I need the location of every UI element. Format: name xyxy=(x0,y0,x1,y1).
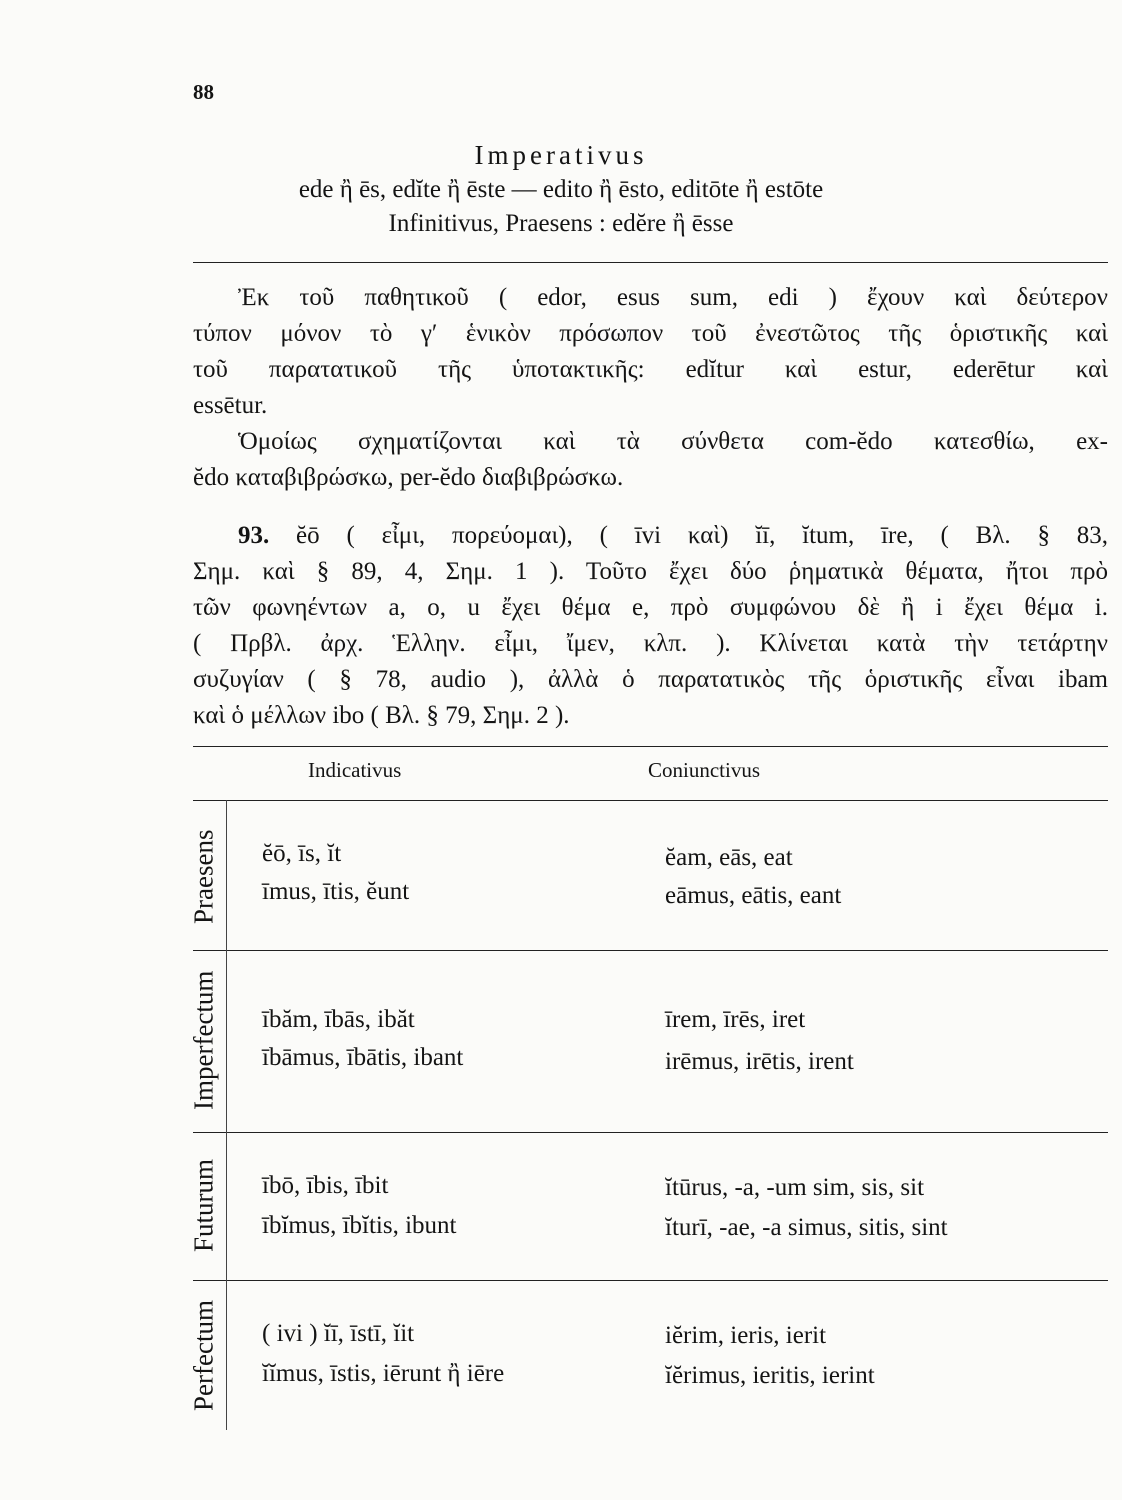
table-cell: ( ivi ) ĭī, īstī, ĭit xyxy=(262,1320,415,1347)
tense-label-futurum: Futurum xyxy=(188,1158,219,1252)
table-cell: ībāmus, ībātis, ibant xyxy=(262,1044,464,1071)
table-cell: ībăm, ībās, ibăt xyxy=(262,1006,415,1033)
tense-label-praesens: Praesens xyxy=(188,829,219,925)
table-cell: ībĭmus, ībĭtis, ibunt xyxy=(262,1212,457,1239)
table-cell: ĕō, īs, ĭt xyxy=(262,840,342,867)
paragraph-line: τῶν φωνηέντων a, o, u ἔχει θέμα e, πρὸ συμφώνου δὲ ἢ i ἔχει θέμα i. xyxy=(193,594,1108,621)
paragraph-line: συζυγίαν ( § 78, audio ), ἀλλὰ ὁ παρατατικὸς τῆς ὁριστικῆς εἶναι ibam xyxy=(193,666,1108,693)
section-number: 93. xyxy=(238,522,270,549)
paragraph-line: essētur. xyxy=(193,392,268,419)
paragraph-line: ĕdo καταβιβρώσκω, per-ĕdo διαβιβρώσκω. xyxy=(193,464,624,491)
paragraph-line: τοῦ παρατατικοῦ τῆς ὑποτακτικῆς: edĭtur καὶ estur, ederētur καὶ xyxy=(193,356,1108,383)
table-header-rule xyxy=(193,800,1108,801)
paragraph-text: ĕō ( εἶμι, πορεύομαι), ( īvi καὶ) ĭī, ĭtum, īre, ( Βλ. § 83, xyxy=(269,522,1108,549)
table-cell: eāmus, eātis, eant xyxy=(665,882,842,909)
column-header-indicativus: Indicativus xyxy=(308,758,402,782)
table-cell: irēmus, irētis, irent xyxy=(665,1048,854,1075)
imperativus-forms: ede ἢ ēs, edĭte ἢ ēste — edito ἢ ēsto, editōte ἢ estōte xyxy=(298,176,824,203)
page-number: 88 xyxy=(193,80,214,104)
row-rule xyxy=(193,1280,1108,1281)
table-top-rule xyxy=(193,746,1108,747)
paragraph-line: καὶ ὁ μέλλων ibo ( Βλ. § 79, Σημ. 2 ). xyxy=(193,702,570,729)
table-cell: ĭturī, -ae, -a simus, sitis, sint xyxy=(665,1214,948,1241)
paragraph-line: ( Πρβλ. ἀρχ. Ἑλλην. εἶμι, ἴμεν, κλπ. ). Κλίνεται κατὰ τὴν τετάρτην xyxy=(193,630,1108,657)
paragraph-line: Σημ. καὶ § 89, 4, Σημ. 1 ). Τοῦτο ἔχει δύο ῥηματικὰ θέματα, ἤτοι πρὸ xyxy=(193,558,1108,585)
table-cell: ĕam, eās, eat xyxy=(665,844,793,871)
table-cell: ĭtūrus, -a, -um sim, sis, sit xyxy=(665,1174,925,1201)
row-rule xyxy=(193,950,1108,951)
infinitivus-forms: Infinitivus, Praesens : edĕre ἢ ēsse xyxy=(388,210,734,237)
paragraph-line: Ἐκ τοῦ παθητικοῦ ( edor, esus sum, edi ) ἔχουν καὶ δεύτερον xyxy=(238,284,1108,311)
table-cell: ĭĕrimus, ieritis, ierint xyxy=(665,1362,875,1389)
section-heading: Imperativus xyxy=(474,140,648,170)
table-cell: īmus, ītis, ĕunt xyxy=(262,878,410,905)
paragraph-line: τύπον μόνον τὸ γ′ ἑνικὸν πρόσωπον τοῦ ἐνεστῶτος τῆς ὁριστικῆς καὶ xyxy=(193,320,1108,347)
label-column-rule xyxy=(226,800,227,1430)
column-header-coniunctivus: Coniunctivus xyxy=(648,758,761,782)
table-cell: iĕrim, ieris, ierit xyxy=(665,1322,827,1349)
table-cell: ĭĭmus, īstis, iērunt ἢ iēre xyxy=(262,1360,505,1387)
paragraph-line xyxy=(238,522,1108,550)
table-cell: ībō, ībis, ībit xyxy=(262,1172,389,1199)
tense-label-imperfectum: Imperfectum xyxy=(188,970,219,1110)
tense-label-perfectum: Perfectum xyxy=(188,1300,219,1412)
paragraph-line: Ὁμοίως σχηματίζονται καὶ τὰ σύνθετα com-ĕdo κατεσθίω, ex- xyxy=(238,428,1108,455)
divider xyxy=(193,262,1108,263)
row-rule xyxy=(193,1132,1108,1133)
table-cell: īrem, īrēs, iret xyxy=(665,1006,806,1033)
